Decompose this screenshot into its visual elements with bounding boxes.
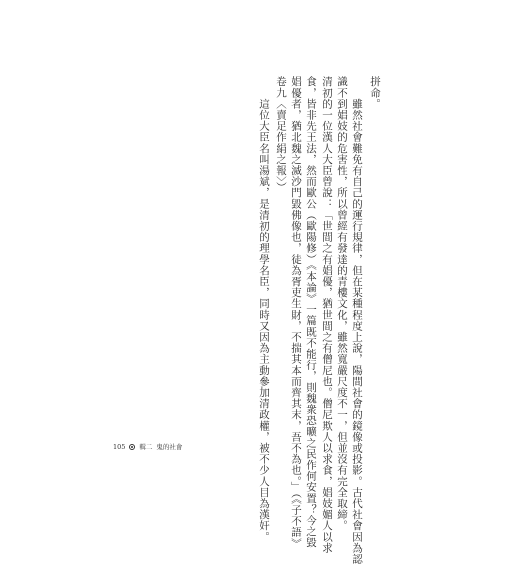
section-label: 輯二 (139, 443, 153, 451)
text-column: 這位大臣名叫湯斌，是清初的理學名臣，同時又因為主動參加清政權，被不少人目為漢奸。 (258, 76, 270, 543)
text-column: 識不到娼妓的危害性，所以曾經有發達的青樓文化，雖然寬嚴尺度不一，但並沒有完全取締。 (336, 76, 348, 532)
text-column: 拼命。 (369, 76, 381, 110)
text-column: 雖然社會難免有自己的運行規律，但在某種程度上說，陽間社會的鏡像或投影。古代社會因為認 (351, 76, 363, 564)
chapter-title: 鬼的社會 (156, 443, 183, 451)
text-column: 卷九〈賣足作絹之報〉） (275, 76, 287, 193)
page-footer (113, 442, 182, 451)
text-column: 清初的一位漢人大臣曾說：「世間之有娼優，猶世間之有僧尼也。僧尼欺人以求食，娼妓媚人以求 (321, 76, 333, 554)
page-number: 105 (113, 442, 126, 451)
bullet-icon (129, 444, 135, 450)
text-column: 娼優者，猶北魏之滅沙門毀佛像也，徒為胥吏生財，不揣其本而齊其末，吾不為也。」（《子不語》 (290, 76, 302, 549)
text-column: 食，皆非先王法，然而歐公（歐陽修）《本論》一篇既不能行，則魏衆恐曠之民作何安置？今之毀 (305, 76, 317, 549)
